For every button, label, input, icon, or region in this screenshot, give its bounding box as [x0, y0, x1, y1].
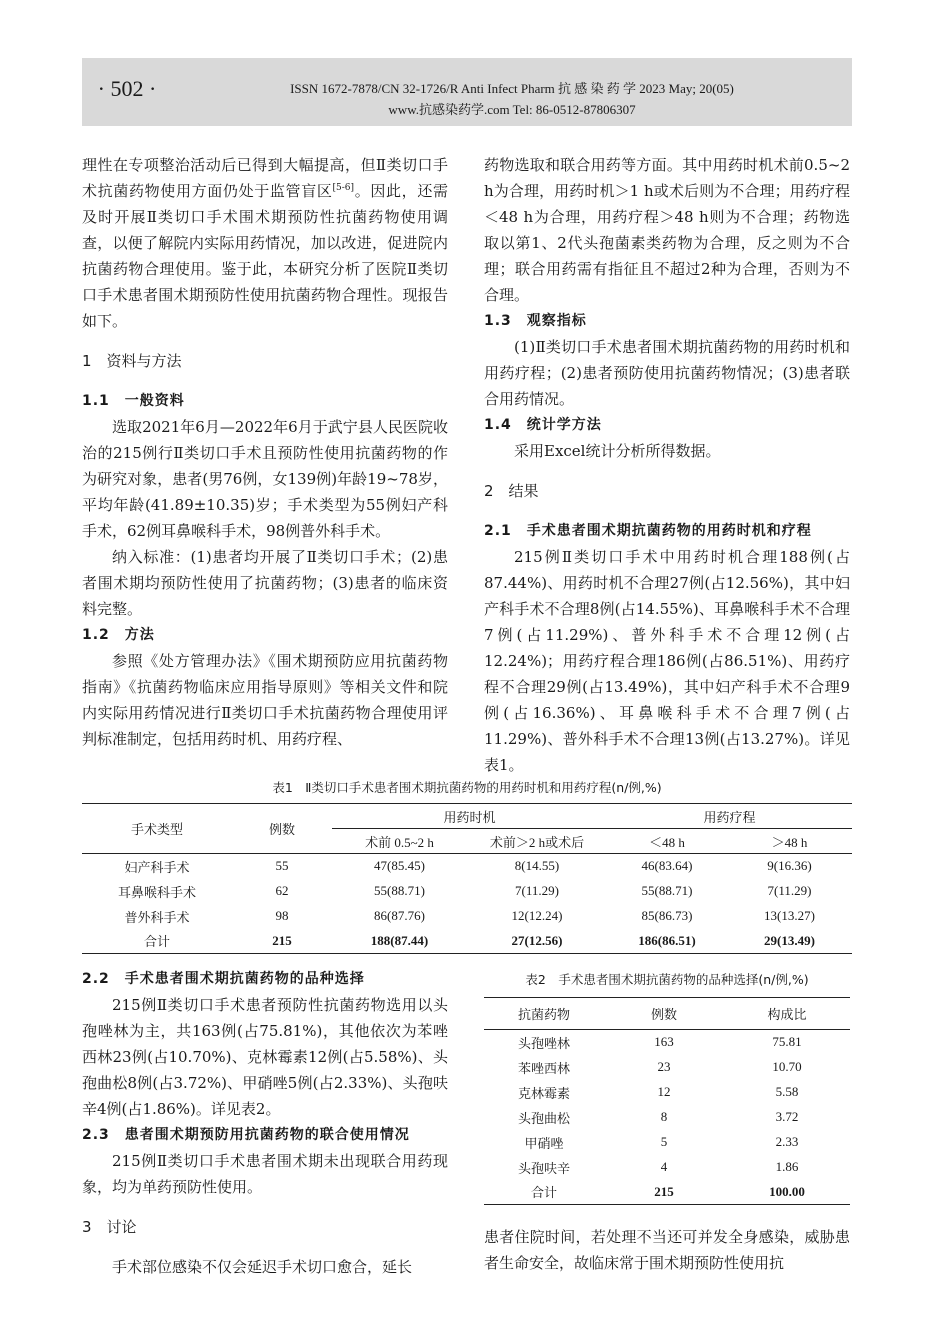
subsection-2-1-heading: 2.1 手术患者围术期抗菌药物的用药时机和疗程	[484, 523, 812, 539]
paragraph-2-2: 215例Ⅱ类切口手术患者预防性抗菌药物选用以头孢唑林为主，共163例(占75.81%)，其他依次为苯唑西林23例(占10.70%)、克林霉素12例(占5.58%)、头孢曲松8例(占3.72%)、甲硝唑5例(占2.33%)、头孢呋辛4例(占1.86%)。详见表2。	[82, 996, 448, 1118]
subsection-1-4-heading: 1.4 统计学方法	[484, 417, 602, 433]
journal-issn-line: ISSN 1672-7878/CN 32-1726/R Anti Infect Pharm 抗 感 染 药 学 2023 May; 20(05)	[290, 81, 734, 96]
right-column-lower	[484, 1224, 850, 1276]
left-column-upper	[82, 152, 448, 752]
page-number: · 502 ·	[97, 76, 157, 101]
paragraph-2-1: 215例Ⅱ类切口手术中用药时机合理188例(占87.44%)、用药时机不合理27例(占12.56%)，其中妇产科手术不合理8例(占14.55%)、耳鼻喉科手术不合理7例(占11.29%)、普外科手术不合理12例(占12.24%)；用药疗程合理186例(占86.51%)、用药疗程不合理29例(占13.49%)，其中妇产科手术不合理9例(占16.36%)、耳鼻喉科手术不合理7例(占11.29%)、普外科手术不合理13例(占13.27%)。详见表1。	[484, 548, 850, 774]
section-3-heading: 3 讨论	[82, 1218, 137, 1236]
table-1-header-type: 手术类型	[82, 804, 232, 854]
citation: [5-6]	[332, 183, 355, 193]
left-column-lower	[82, 966, 448, 1280]
journal-contact-line: www.抗感染药学.com Tel: 86-0512-87806307	[388, 102, 636, 117]
table-row: 耳鼻喉科手术 62 55(88.71) 7(11.29) 55(88.71) 7(11.29)	[117, 883, 812, 900]
table-total-row: 合计 215 188(87.44) 27(12.56) 186(86.51) 29(13.49)	[143, 932, 815, 950]
table-2-header-count: 例数	[604, 998, 724, 1030]
subsection-1-1-heading: 1.1 一般资料	[82, 393, 185, 409]
paragraph-1-1-inclusion: 纳入标准：(1)患者均开展了Ⅱ类切口手术；(2)患者围术期均预防性使用了抗菌药物；(3)患者的临床资料完整。	[82, 548, 448, 618]
table-1-header-timing-1: 术前 0.5~2 h	[332, 829, 467, 854]
paragraph-2-3: 215例Ⅱ类切口手术患者围术期未出现联合用药现象，均为单药预防性使用。	[82, 1152, 448, 1196]
table-row: 苯唑西林 23 10.70	[517, 1059, 802, 1076]
table-1-header-course-1: ＜48 h	[607, 829, 727, 854]
table-1-header-count: 例数	[232, 804, 332, 854]
paragraph-1-4: 采用Excel统计分析所得数据。	[514, 442, 721, 460]
table-2-caption: 表2 手术患者围术期抗菌药物的品种选择(n/例,%)	[525, 972, 809, 987]
table-2-header-ratio: 构成比	[724, 998, 850, 1030]
running-header	[82, 58, 852, 126]
table-total-row: 合计 215 100.00	[530, 1183, 805, 1201]
table-1-header-timing: 用药时机	[332, 804, 607, 829]
subsection-1-3-heading: 1.3 观察指标	[484, 313, 587, 329]
subsection-1-2-heading: 1.2 方法	[82, 627, 155, 643]
paragraph-1-2: 参照《处方管理办法》《围术期预防应用抗菌药物指南》《抗菌药物临床应用指导原则》等相关文件和院内实际用药情况进行Ⅱ类切口手术抗菌药物合理使用评判标准制定，包括用药时机、用药疗程、	[82, 652, 448, 748]
table-2	[484, 997, 850, 1205]
paragraph-1-3: (1)Ⅱ类切口手术患者围术期抗菌药物的用药时机和用药疗程；(2)患者预防使用抗菌药物情况；(3)患者联合用药情况。	[484, 338, 850, 408]
table-row: 头孢曲松 8 3.72	[517, 1109, 799, 1126]
table-row: 甲硝唑 5 2.33	[524, 1134, 799, 1151]
table-1-caption: 表1 Ⅱ类切口手术患者围术期抗菌药物的用药时机和用药疗程(n/例,%)	[272, 780, 662, 795]
table-row: 妇产科手术 55 47(85.45) 8(14.55) 46(83.64) 9(16.36)	[124, 858, 812, 875]
table-row: 头孢唑林 163 75.81	[517, 1034, 802, 1051]
subsection-2-2-heading: 2.2 手术患者围术期抗菌药物的品种选择	[82, 971, 365, 987]
table-1-header-timing-2: 术前＞2 h或术后	[467, 829, 607, 854]
table-row: 普外科手术 98 86(87.76) 12(12.24) 85(86.73) 13(13.27)	[124, 908, 815, 925]
section-1-heading: 1 资料与方法	[82, 352, 182, 370]
table-1	[82, 803, 852, 954]
section-2-heading: 2 结果	[484, 482, 539, 500]
paragraph-1-1: 选取2021年6月—2022年6月于武宁县人民医院收治的215例行Ⅱ类切口手术且预防性使用抗菌药物的作为研究对象，患者(男76例，女139例)年龄19~78岁，平均年龄(41.89±10.35)岁；手术类型为55例妇产科手术，62例耳鼻喉科手术，98例普外科手术。	[82, 418, 448, 540]
paragraph-3-continued: 患者住院时间，若处理不当还可并发全身感染，威胁患者生命安全，故临床常于围术期预防性使用抗	[484, 1228, 850, 1272]
table-row: 克林霉素 12 5.58	[517, 1084, 799, 1101]
subsection-2-3-heading: 2.3 患者围术期预防用抗菌药物的联合使用情况	[82, 1127, 410, 1143]
right-column-upper	[484, 152, 850, 778]
table-1-header-course: 用药疗程	[607, 804, 852, 829]
paragraph-1-2-continued: 药物选取和联合用药等方面。其中用药时机术前0.5~2 h为合理，用药时机＞1 h或术后则为不合理；用药疗程＜48 h为合理，用药疗程＞48 h则为不合理；药物选取以第1、2代头孢菌素类药物为合理，反之则为不合理；联合用药需有指征且不超过2种为合理，否则为不合理。	[484, 156, 850, 304]
paragraph-3: 手术部位感染不仅会延迟手术切口愈合，延长	[112, 1258, 413, 1276]
table-row: 头孢呋辛 4 1.86	[517, 1159, 799, 1176]
table-1-header-course-2: ＞48 h	[727, 829, 852, 854]
table-2-header-drug: 抗菌药物	[484, 998, 604, 1030]
intro-paragraph: 理性在专项整治活动后已得到大幅提高，但Ⅱ类切口手术抗菌药物使用方面仍处于监管盲区[5-6]。因此，还需及时开展Ⅱ类切口手术围术期预防性抗菌药物使用调查，以便了解院内实际用药情况，加以改进，促进院内抗菌药物合理使用。鉴于此，本研究分析了医院Ⅱ类切口手术患者围术期预防性使用抗菌药物合理性。现报告如下。	[82, 156, 448, 330]
